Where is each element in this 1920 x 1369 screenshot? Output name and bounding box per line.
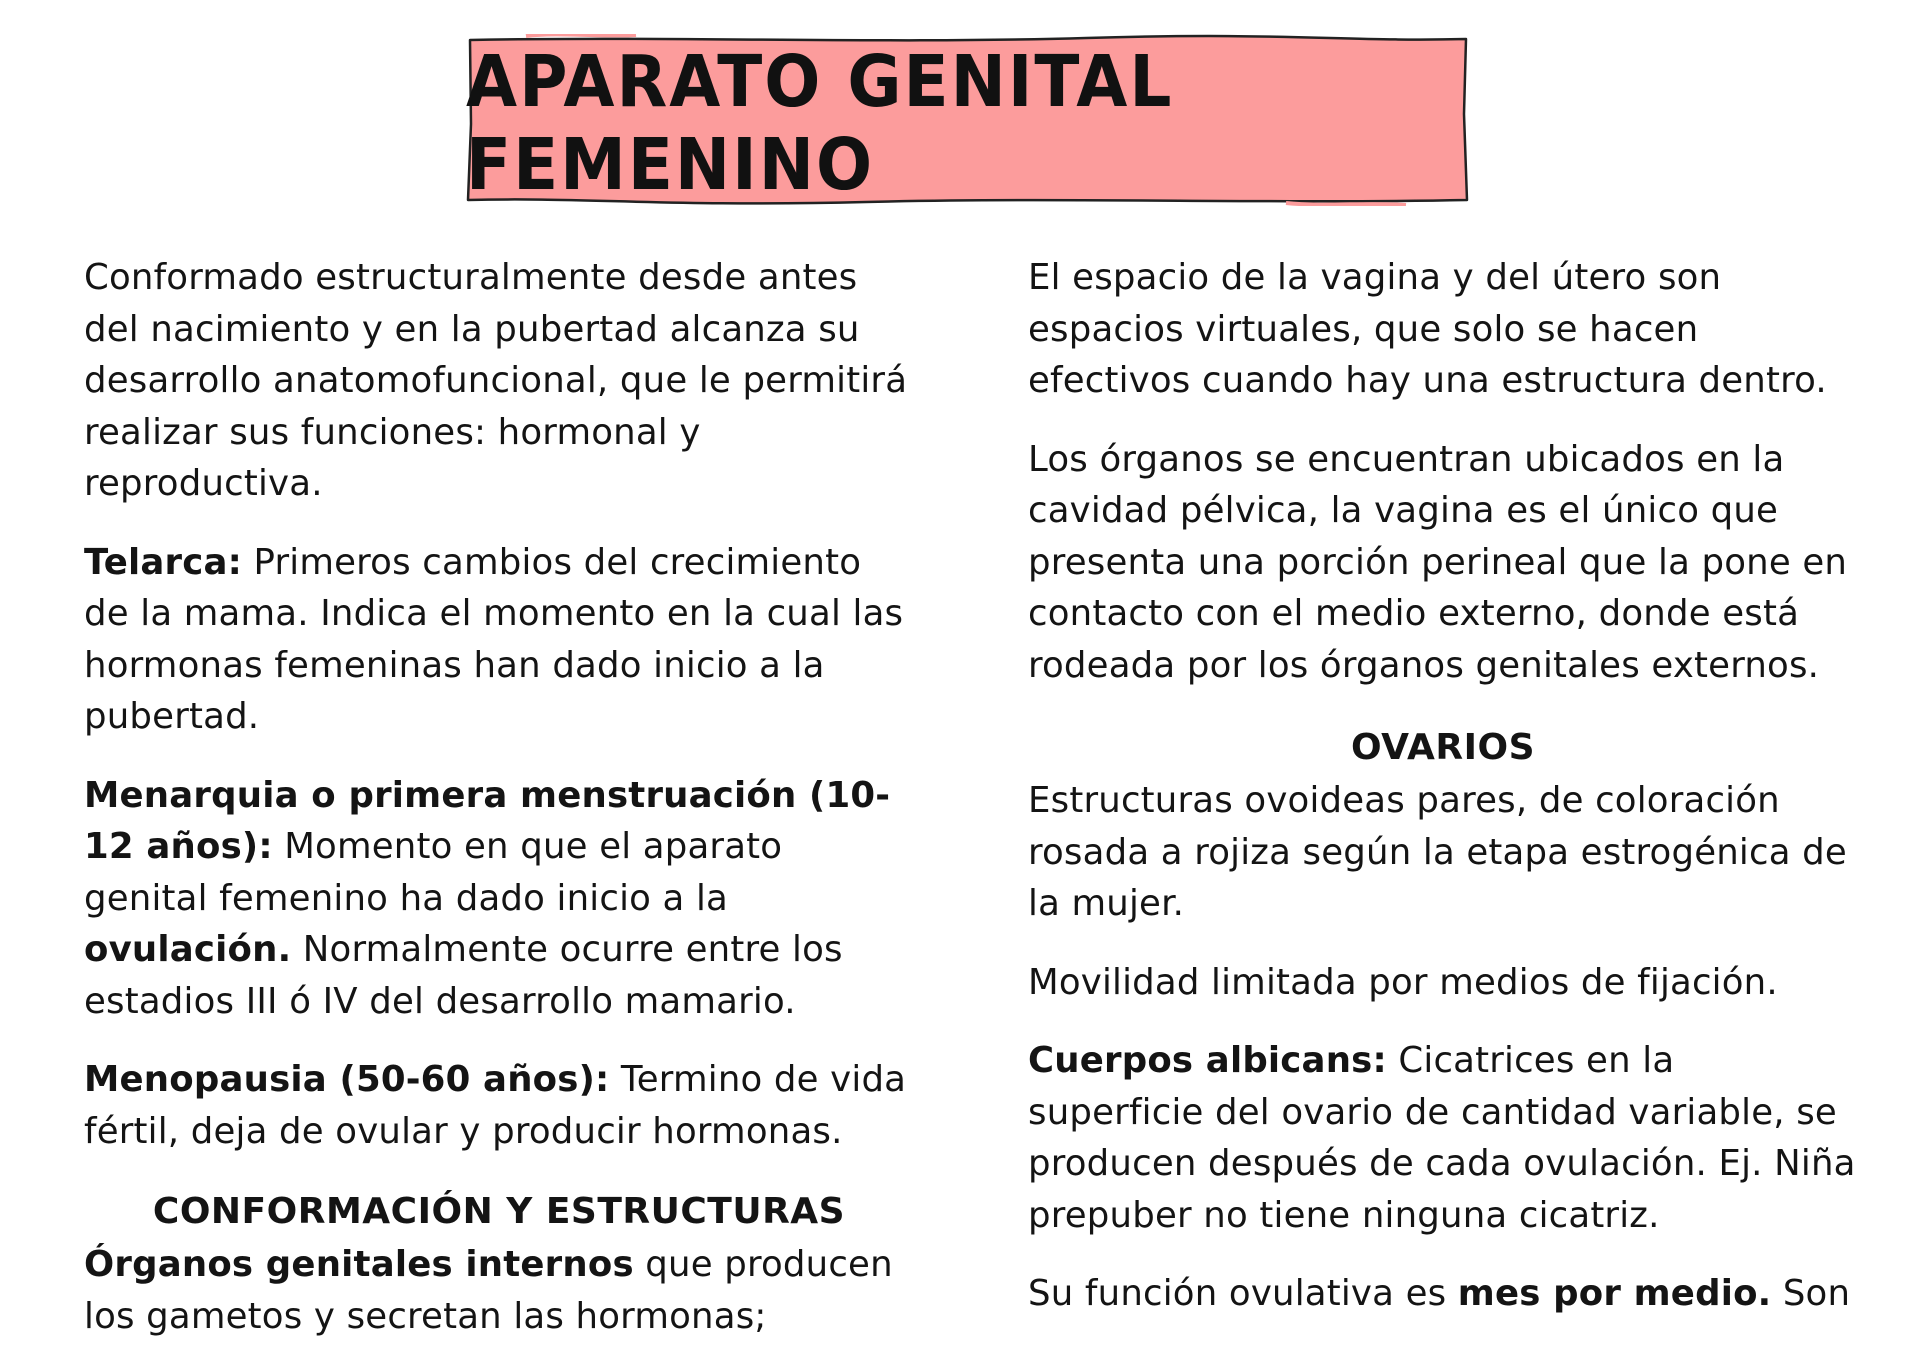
organos-internos-term: Órganos genitales internos — [84, 1244, 634, 1285]
funcion-text-continued: Son — [1771, 1273, 1851, 1314]
organos-internos-paragraph — [84, 1239, 914, 1342]
funcion-text: Su función ovulativa es — [1028, 1273, 1458, 1314]
menarquia-text: Momento en que el aparato genital femenino ha dado inicio a la — [84, 826, 783, 919]
ovulacion-term: ovulación. — [84, 929, 292, 970]
albicans-text: Cicatrices en la superficie del ovario de cantidad variable, se producen después de cada ovulación. Ej. Niña prepuber no tiene ninguna cicatriz. — [1028, 1040, 1856, 1236]
organos-internos-text: que producen los gametos y secretan las hormonas; — [84, 1244, 893, 1337]
funcion-paragraph — [1028, 1268, 1858, 1320]
menarquia-paragraph — [84, 770, 914, 1028]
funcion-term: mes por medio. — [1457, 1273, 1772, 1314]
ovarios-heading: OVARIOS — [1350, 727, 1536, 768]
movilidad-paragraph: Movilidad limitada por medios de fijación. — [1028, 961, 1778, 1003]
menopausia-paragraph — [84, 1054, 914, 1157]
menopausia-text: Termino de vida fértil, deja de ovular y producir hormonas. — [84, 1059, 907, 1152]
title-banner — [466, 34, 1470, 206]
telarca-paragraph — [84, 537, 914, 743]
conformacion-heading: CONFORMACIÓN Y ESTRUCTURAS — [152, 1191, 846, 1232]
albicans-term: Cuerpos albicans: — [1028, 1040, 1387, 1081]
menopausia-term: Menopausia (50-60 años): — [84, 1059, 610, 1100]
intro-paragraph: Conformado estructuralmente desde antes del nacimiento y en la pubertad alcanza su desarrollo anatomofuncional, que le permitirá realizar sus funciones: hormonal y reproductiva. — [84, 257, 908, 504]
left-column — [84, 252, 914, 1369]
organos-ubicacion-paragraph: Los órganos se encuentran ubicados en la cavidad pélvica, la vagina es el único que presenta una porción perineal que la pone en contacto con el medio externo, donde está rodeada por los órganos genitales externos. — [1028, 438, 1848, 686]
right-column — [1028, 252, 1858, 1347]
albicans-paragraph — [1028, 1035, 1858, 1241]
espacio-paragraph: El espacio de la vagina y del útero son espacios virtuales, que solo se hacen efectivos cuando hay una estructura dentro. — [1028, 257, 1827, 401]
page-title: APARATO GENITAL FEMENINO — [466, 40, 1174, 207]
ovarios-description: Estructuras ovoideas pares, de coloración rosada a rojiza según la etapa estrogénica de la mujer. — [1028, 780, 1847, 924]
telarca-text: Primeros cambios del crecimiento de la mama. Indica el momento en la cual las hormonas femeninas han dado inicio a la pubertad. — [84, 541, 904, 737]
menarquia-text-continued: Normalmente ocurre entre los estadios III ó IV del desarrollo mamario. — [84, 929, 843, 1022]
menarquia-term: Menarquia o primera menstruación (10-12 años): — [84, 774, 891, 867]
telarca-term: Telarca: — [84, 541, 243, 583]
